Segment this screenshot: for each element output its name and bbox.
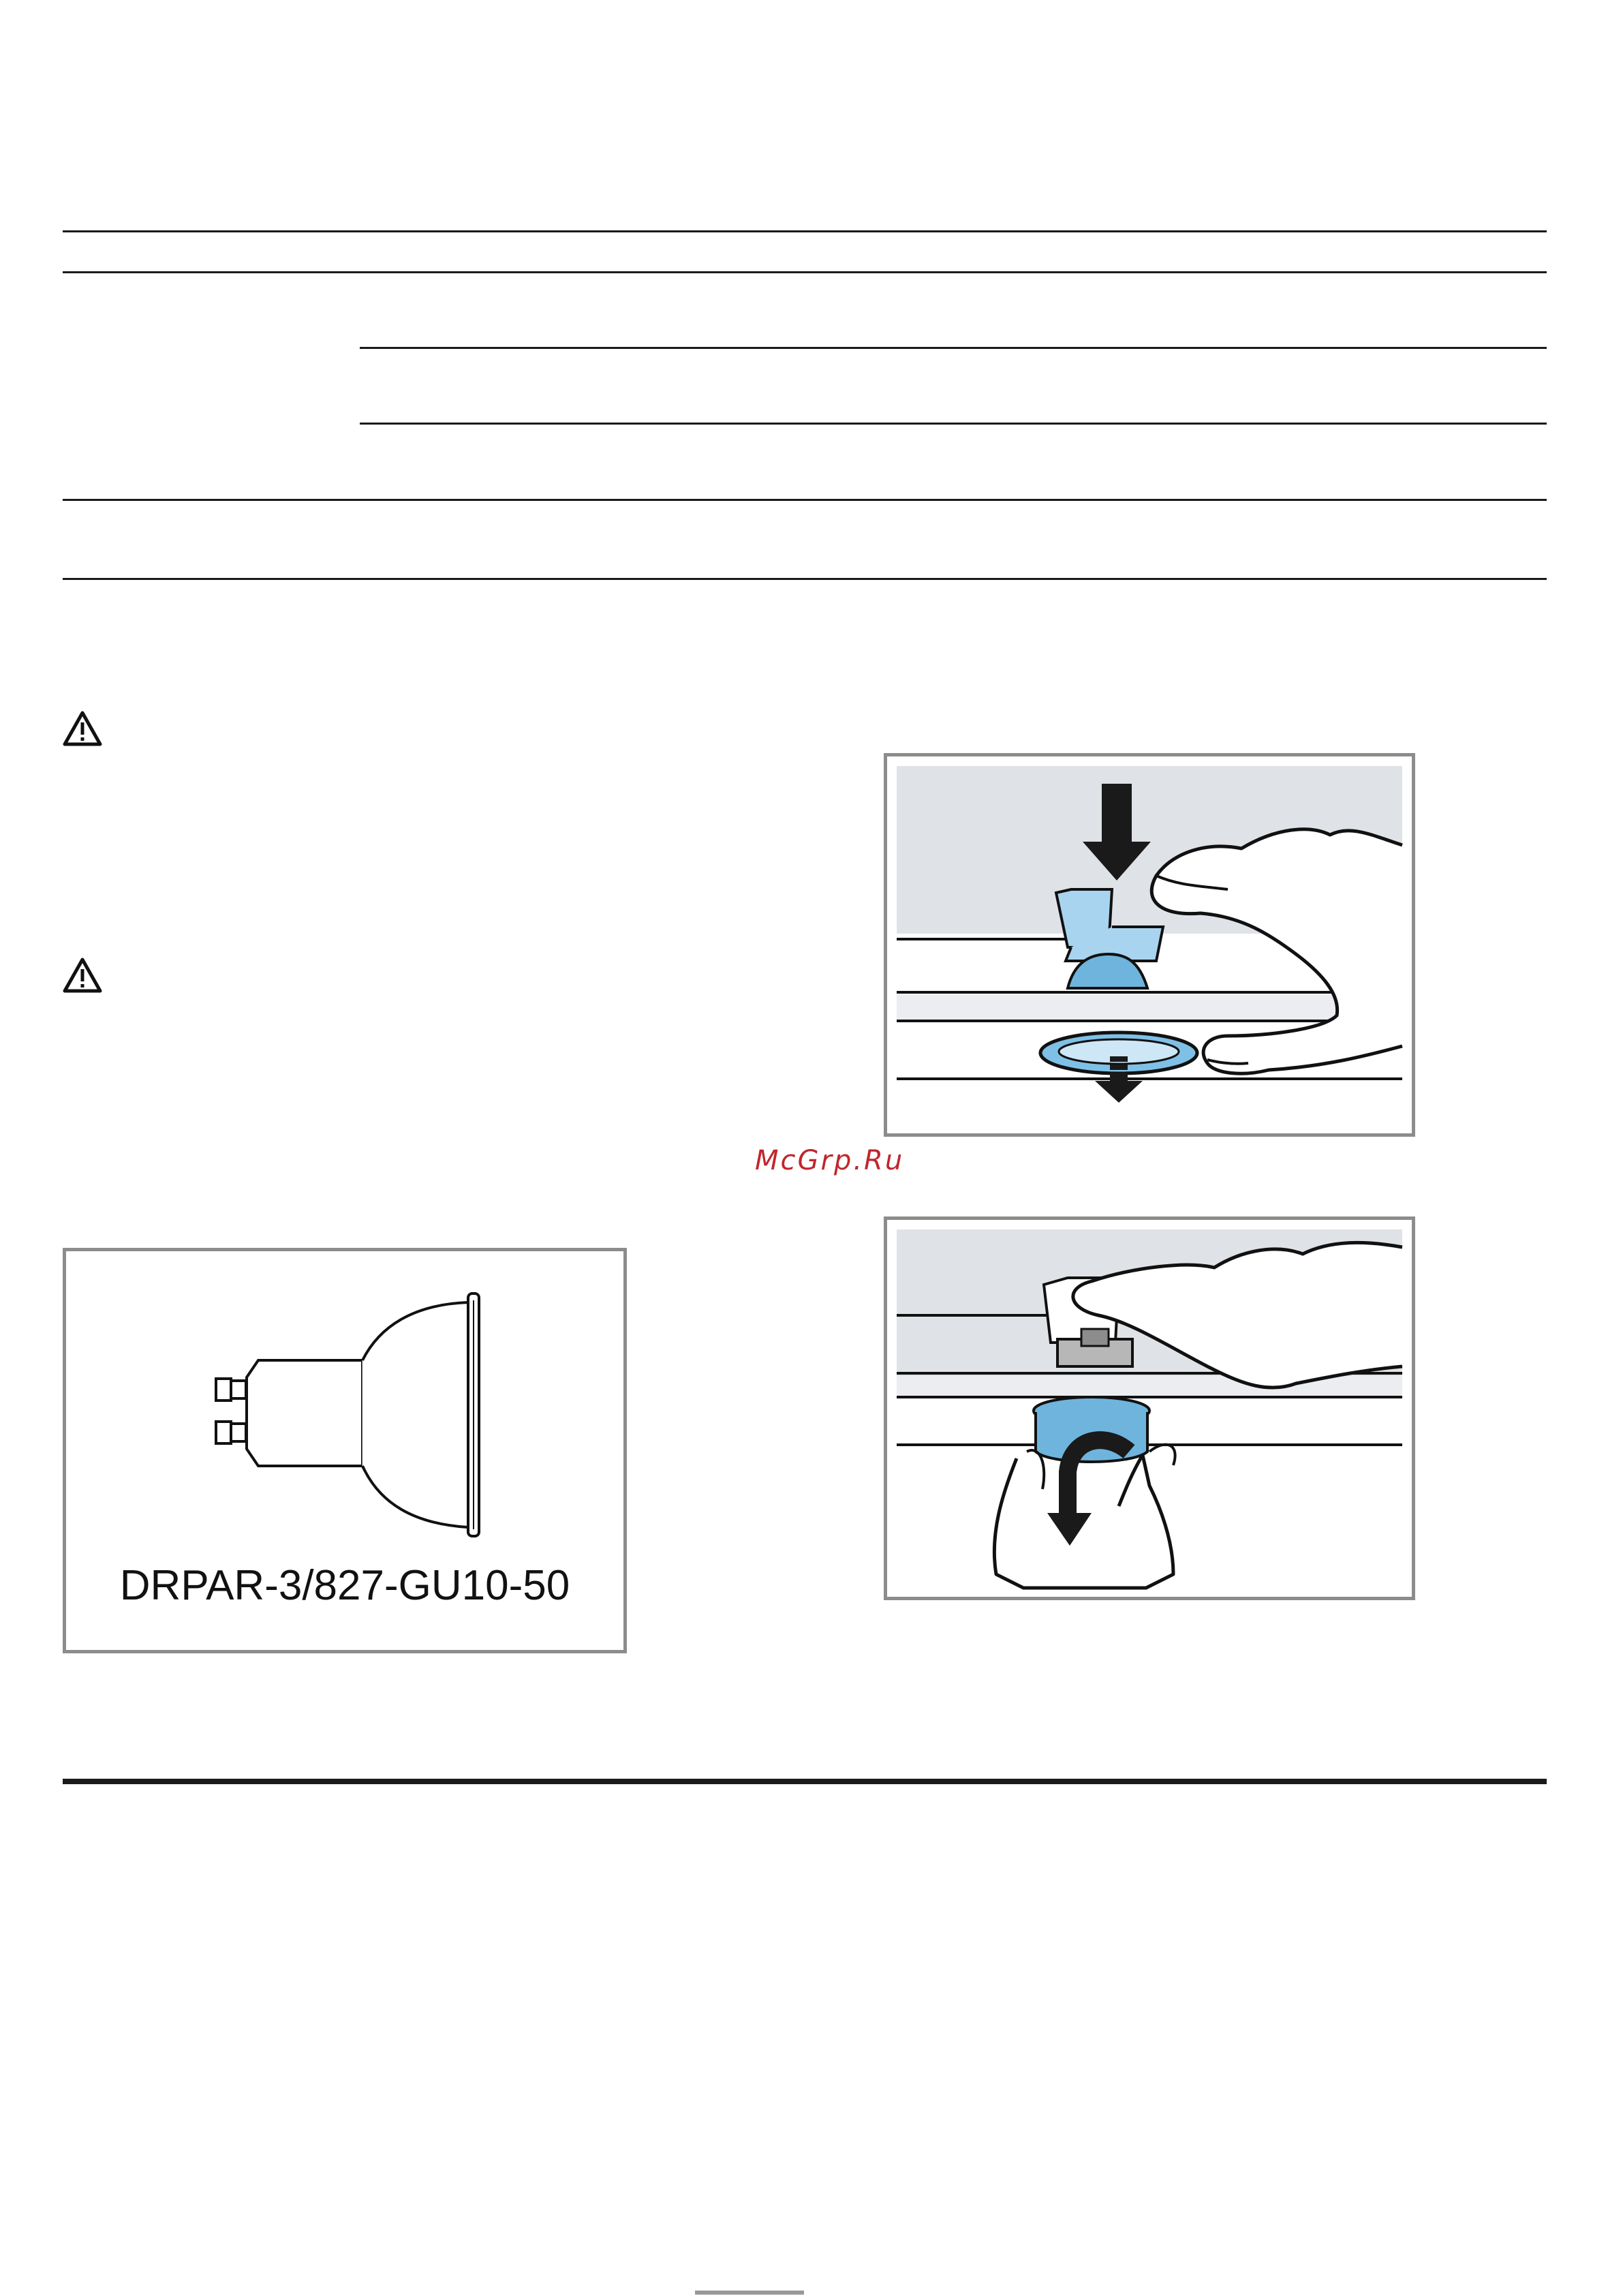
table-rule-header: [63, 271, 1547, 273]
warning-triangle-icon: [63, 711, 102, 746]
table-rule-sub-1: [360, 347, 1547, 349]
lamp-removal-figure-2: [884, 1216, 1415, 1600]
lamp-removal-figure-1: [884, 753, 1415, 1137]
watermark-text: McGrp.Ru: [755, 1145, 905, 1176]
section-divider: [63, 1779, 1547, 1784]
table-rule-bottom: [63, 578, 1547, 580]
lamp-model-label: DRPAR-3/827-GU10-50: [119, 1562, 570, 1609]
table-rule-row: [63, 499, 1547, 501]
footer-mark: [695, 2291, 804, 2295]
table-rule-top: [63, 230, 1547, 232]
table-rule-sub-2: [360, 423, 1547, 425]
warning-triangle-icon: [63, 958, 102, 993]
lamp-type-figure: [63, 1248, 627, 1653]
